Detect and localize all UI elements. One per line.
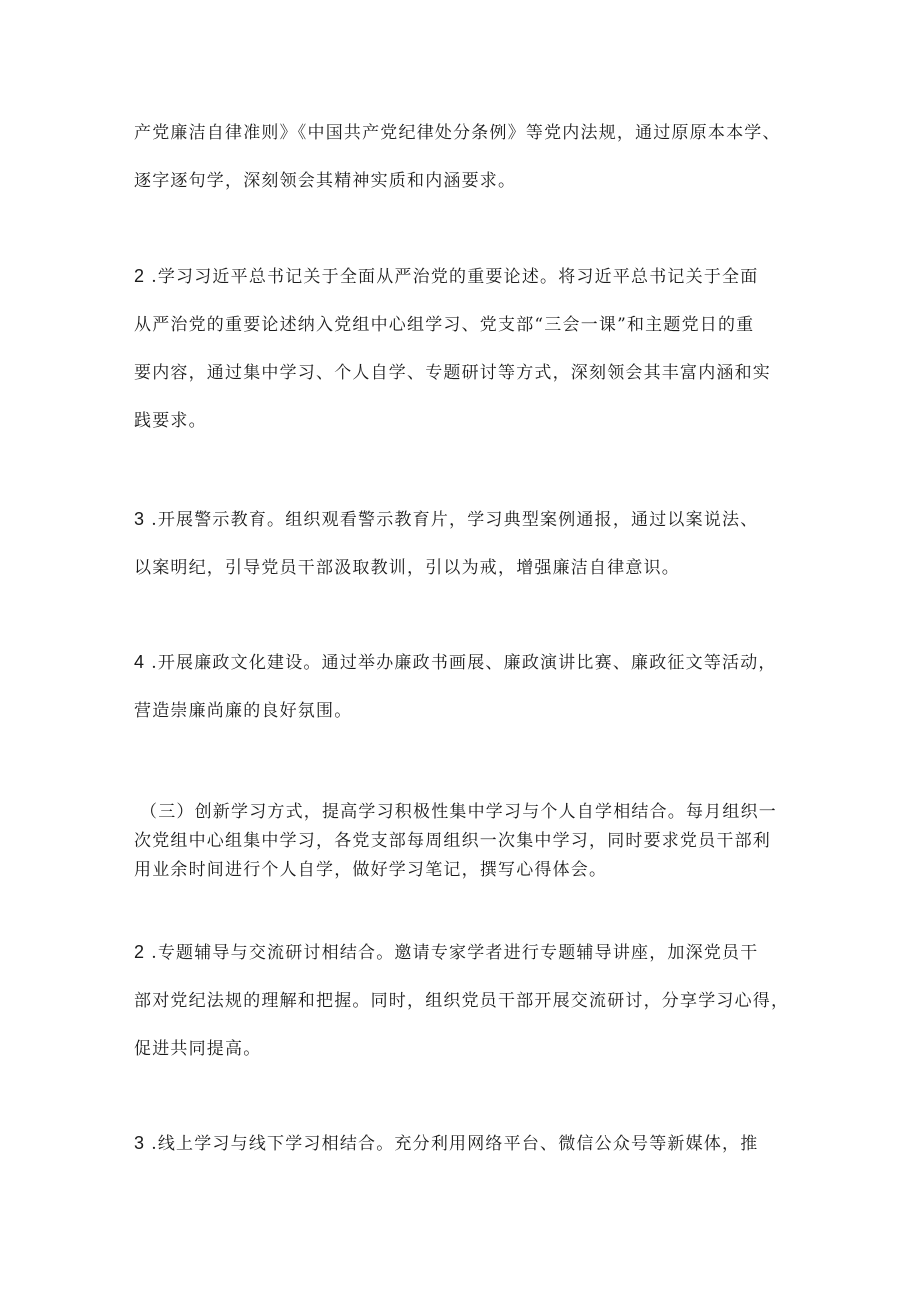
item-number: 2 (134, 266, 146, 286)
paragraph-item-2 (134, 252, 794, 445)
text-line: 从严治党的重要论述纳入党组中心组学习、党支部“三会一课”和主题党日的重 (134, 315, 755, 335)
item-number: 2 (134, 942, 146, 962)
text-line: 逐字逐句学，深刻领会其精神实质和内涵要求。 (134, 171, 517, 191)
text-line: 次党组中心组集中学习，各党支部每周组织一次集中学习，同时要求党员干部利 (134, 831, 771, 851)
text-line: 产党廉洁自律准则》《中国共产党纪律处分条例》等党内法规，通过原原本本学、 (134, 123, 781, 143)
text-line-body: .线上学习与线下学习相结合。充分利用网络平台、微信公众号等新媒体，推 (151, 1134, 759, 1154)
text-line-body: .专题辅导与交流研讨相结合。邀请专家学者进行专题辅导讲座，加深党员干 (151, 943, 759, 963)
text-line (134, 252, 794, 301)
text-line-body: .学习习近平总书记关于全面从严治党的重要论述。将习近平总书记关于全面 (151, 267, 759, 287)
text-line: 营造崇廉尚廉的良好氛围。 (134, 701, 353, 721)
paragraph-item-3 (134, 495, 794, 592)
text-line: 以案明纪，引导党员干部汲取教训，引以为戒，增强廉洁自律意识。 (134, 558, 680, 578)
paragraph-continuation (134, 109, 794, 205)
paragraph-item-3b (134, 1119, 794, 1168)
text-line (134, 495, 794, 544)
text-line-body: .开展警示教育。组织观看警示教育片，学习典型案例通报，通过以案说法、 (151, 510, 759, 530)
item-number: 3 (134, 1133, 146, 1153)
text-line-body: .开展廉政文化建设。通过举办廉政书画展、廉政演讲比赛、廉政征文等活动， (151, 653, 777, 673)
paragraph-item-2b (134, 928, 794, 1073)
section-three-paragraph (134, 798, 800, 885)
text-line: （三）创新学习方式，提高学习积极性集中学习与个人自学相结合。每月组织一 (140, 802, 777, 822)
text-line: 用业余时间进行个人自学，做好学习笔记，撰写心得体会。 (134, 860, 608, 880)
text-line (134, 1119, 794, 1168)
text-line (134, 638, 794, 687)
item-number: 3 (134, 509, 146, 529)
text-line: 践要求。 (134, 411, 207, 431)
text-line (134, 928, 794, 977)
paragraph-item-4 (134, 638, 794, 735)
text-line: 促进共同提高。 (134, 1039, 262, 1059)
item-number: 4 (134, 652, 146, 672)
text-line: 要内容，通过集中学习、个人自学、专题研讨等方式，深刻领会其丰富内涵和实 (134, 363, 771, 383)
text-line: 部对党纪法规的理解和把握。同时，组织党员干部开展交流研讨，分享学习心得， (134, 991, 790, 1011)
